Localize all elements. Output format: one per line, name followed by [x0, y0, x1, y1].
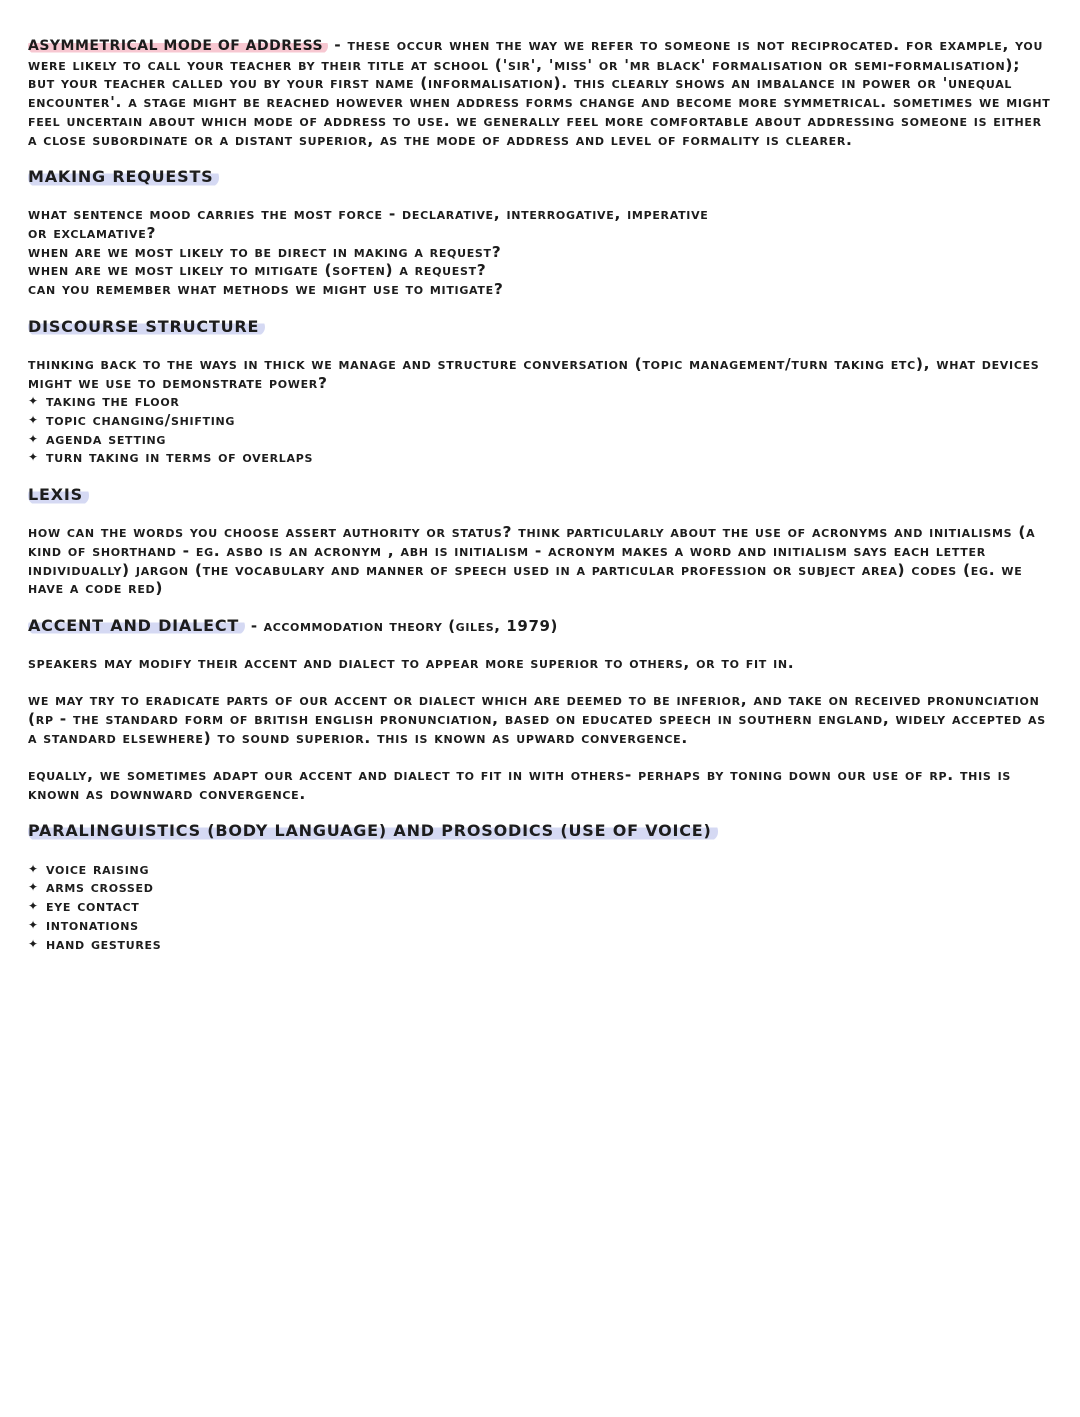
- star-bullet-icon: ✦: [28, 394, 39, 409]
- accent-subheading: - accommodation theory (giles, 1979): [245, 616, 558, 635]
- accent-heading: ACCENT AND DIALECT: [28, 617, 245, 636]
- star-bullet-icon: ✦: [28, 899, 39, 914]
- star-bullet-icon: ✦: [28, 880, 39, 895]
- list-item: ✦ hand gestures: [28, 934, 162, 953]
- list-item: ✦ intonations: [28, 915, 139, 934]
- asymmetrical-text: - these occur when the way we refer to someone is not reciprocated. for example, you were likely to call your teacher by their title at school ('sir', 'miss' or 'mr black' formalisation or semi-formalisation); but your teacher called you by your first name (informalisation). this clearly shows an imbalance in power or 'unequal encounter'. a stage might be reached however when address forms change and become more symmetrical. sometimes we might feel uncertain about which mode of address to use. we generally feel more comfortable about addressing someone is either a close subordinate or a distant superior, as the mode of address and level of formality is clearer.: [28, 36, 1051, 149]
- list-item: ✦ voice raising: [28, 859, 150, 878]
- asymmetrical-heading: ASYMMETRICAL MODE OF ADDRESS: [28, 38, 328, 54]
- requests-line: when are we most likely to be direct in making a request?: [28, 242, 502, 261]
- discourse-intro: thinking back to the ways in thick we manage and structure conversation (topic management/turn taking etc), what devices might we use to demonstrate power?: [28, 354, 1040, 392]
- list-item: ✦ eye contact: [28, 897, 140, 916]
- requests-heading: MAKING REQUESTS: [28, 168, 219, 187]
- requests-heading-line: [28, 168, 1052, 187]
- list-item: ✦ turn taking in terms of overlaps: [28, 448, 314, 467]
- requests-line: can you remember what methods we might use to mitigate?: [28, 280, 504, 299]
- lexis-text: how can the words you choose assert authority or status? think particularly about the use of acronyms and initialisms (a kind of shorthand - eg. asbo is an acronym , abh is initialism - acronym makes a word and initialism says each letter individually) jargon (the vocabulary and manner of speech used in a particular profession or subject area) codes (eg. we have a code red): [28, 523, 1036, 598]
- requests-line: what sentence mood carries the most force - declarative, interrogative, imperative: [28, 205, 709, 224]
- star-bullet-icon: ✦: [28, 917, 39, 932]
- list-item: ✦ taking the floor: [28, 392, 180, 411]
- requests-line: or exclamative?: [28, 224, 157, 242]
- star-bullet-icon: ✦: [28, 936, 39, 951]
- paralinguistics-bullet-list: [28, 860, 1052, 954]
- star-bullet-icon: ✦: [28, 861, 39, 876]
- accent-heading-line: [28, 617, 1052, 636]
- accent-paragraph: equally, we sometimes adapt our accent and dialect to fit in with others- perhaps by toning down our use of rp. this is known as downward convergence.: [28, 766, 1012, 803]
- star-bullet-icon: ✦: [28, 413, 39, 427]
- lexis-heading-line: [28, 486, 1052, 505]
- list-item: ✦ topic changing/shifting: [28, 411, 236, 429]
- star-bullet-icon: ✦: [28, 450, 39, 465]
- list-item: ✦ arms crossed: [28, 878, 154, 897]
- star-bullet-icon: ✦: [28, 431, 39, 446]
- paralinguistics-heading: PARALINGUISTICS (BODY LANGUAGE) AND PROSODICS (USE OF VOICE): [28, 822, 718, 841]
- accent-paragraph: we may try to eradicate parts of our accent or dialect which are deemed to be inferior, and take on received pronunciation (rp - the standard form of british english pronunciation, based on educated speech in southern england, widely accepted as a standard elsewhere) to sound superior. this is known as upward convergence.: [28, 691, 1046, 747]
- document-page: [28, 36, 1052, 953]
- lexis-heading: LEXIS: [28, 486, 89, 505]
- requests-line: when are we most likely to mitigate (soften) a request?: [28, 261, 487, 280]
- asymmetrical-paragraph: [28, 36, 1052, 149]
- discourse-heading: DISCOURSE STRUCTURE: [28, 318, 265, 337]
- discourse-bullet-list: [28, 392, 1052, 467]
- accent-paragraph: speakers may modify their accent and dialect to appear more superior to others, or to fit in.: [28, 654, 795, 673]
- discourse-heading-line: [28, 318, 1052, 337]
- list-item: ✦ agenda setting: [28, 429, 167, 448]
- paralinguistics-heading-line: [28, 822, 1052, 841]
